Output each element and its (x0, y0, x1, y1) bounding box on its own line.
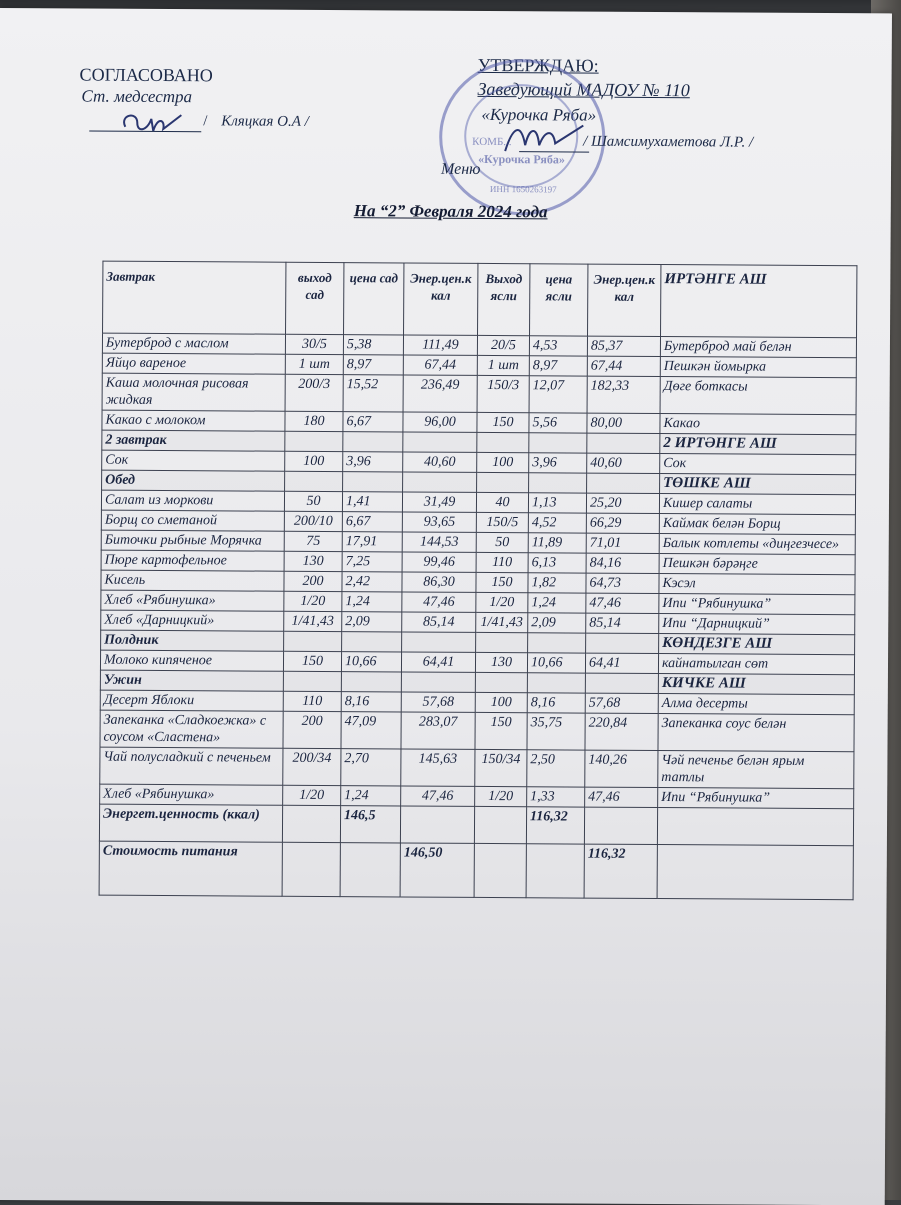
dish-name: Какао с молоком (102, 410, 285, 431)
price-sad: 6,67 (342, 512, 402, 532)
price-sad: 2,42 (342, 572, 402, 592)
cost-label: Стоимость питания (99, 841, 282, 896)
table-cell (528, 633, 586, 653)
table-cell (282, 805, 340, 842)
table-cell (657, 808, 853, 846)
signature-left-separator: / (203, 113, 208, 130)
dish-name-tatar: Кэсэл (659, 574, 855, 595)
dish-name: Десерт Яблоки (100, 690, 283, 711)
dish-name-tatar: Пешкән бәрәңге (659, 554, 855, 575)
price-sad: 1,41 (342, 492, 402, 512)
table-cell (343, 472, 403, 492)
price-sad: 8,97 (343, 355, 403, 375)
section-name-tatar: ТӨШКЕ АШ (660, 474, 856, 495)
price-sad: 5,38 (343, 335, 403, 355)
kcal-ya: 140,26 (585, 750, 658, 787)
table-row (102, 373, 856, 415)
table-header-row (103, 261, 857, 338)
dish-name-tatar: Какао (660, 414, 856, 435)
kcal-ya: 57,68 (585, 693, 658, 713)
kcal-sad: 64,41 (401, 652, 475, 672)
price-ya: 8,97 (529, 356, 587, 376)
kcal-sad: 31,49 (402, 492, 476, 512)
price-ya: 12,07 (529, 376, 587, 413)
price-ya: 4,53 (529, 336, 587, 356)
kcal-ya: 80,00 (587, 413, 660, 433)
kcal-ya: 182,33 (587, 376, 660, 413)
kcal-sad: 144,53 (402, 532, 476, 552)
price-ya: 5,56 (529, 413, 587, 433)
kcal-ya: 67,44 (587, 356, 660, 376)
price-sad: 7,25 (342, 552, 402, 572)
output-ya: 150/34 (475, 749, 527, 786)
dish-name: Бутерброд с маслом (102, 333, 285, 354)
dish-name: Каша молочная рисовая жидкая (102, 373, 285, 411)
kcal-ya: 85,14 (586, 613, 659, 633)
dish-name: Кисель (101, 570, 284, 591)
table-cell (529, 433, 587, 453)
output-sad: 200 (283, 711, 341, 748)
output-sad: 1 шт (285, 354, 343, 374)
table-row (100, 747, 854, 789)
approval-right-name: / Шамсимухаметова Л.Р. / (583, 133, 754, 151)
menu-date-title: На “2” Февраля 2024 года (353, 201, 548, 222)
table-cell (340, 843, 400, 897)
kcal-ya: 220,84 (585, 713, 658, 750)
price-sad: 3,96 (343, 452, 403, 472)
table-cell (282, 842, 340, 896)
table-cell (477, 472, 529, 492)
kcal-ya: 84,16 (586, 553, 659, 573)
kcal-sad: 93,65 (402, 512, 476, 532)
dish-name: Хлеб «Рябинушка» (101, 590, 284, 611)
section-name-tatar: 2 ИРТӘНГЕ АШ (660, 434, 856, 455)
table-row (100, 710, 854, 752)
dish-name: Чай полусладкий с печеньем (100, 747, 283, 785)
section-name: Полдник (101, 630, 284, 651)
table-cell (341, 672, 401, 692)
header-cell: цена сад (344, 263, 404, 335)
table-cell (343, 432, 403, 452)
table-cell (529, 473, 587, 493)
table-cell (526, 844, 584, 898)
kcal-sad: 47,46 (402, 592, 476, 612)
output-sad: 1/20 (284, 591, 342, 611)
dish-name: Пюре картофельное (101, 550, 284, 571)
output-sad: 180 (285, 411, 343, 431)
table-cell (475, 672, 527, 692)
kcal-ya: 25,20 (586, 493, 659, 513)
kcal-ya: 47,46 (585, 787, 658, 807)
price-ya: 1,82 (528, 573, 586, 593)
kcal-sad: 145,63 (401, 749, 475, 786)
section-name-tatar: КӨНДЕЗГЕ АШ (659, 634, 855, 655)
output-ya: 1 шт (477, 355, 529, 375)
dish-name-tatar: Каймак белән Борщ (659, 514, 855, 535)
dish-name: Борщ со сметаной (101, 510, 284, 531)
output-ya: 1/20 (475, 786, 527, 806)
cost-row (99, 841, 853, 900)
kcal-sad: 236,49 (403, 375, 477, 412)
output-sad: 200/10 (284, 511, 342, 531)
output-sad: 200/34 (283, 748, 341, 785)
table-cell (285, 471, 343, 491)
table-cell (401, 672, 475, 692)
header-cell: Энер.цен.ккал (588, 264, 661, 336)
output-sad: 110 (283, 691, 341, 711)
kcal-ya: 85,37 (587, 336, 660, 356)
energy-ya: 116,32 (526, 807, 584, 844)
signature-right-icon (499, 115, 589, 160)
cost-sad: 146,50 (400, 843, 474, 897)
price-sad: 8,16 (341, 692, 401, 712)
dish-name-tatar: Кишер салаты (659, 494, 855, 515)
dish-name-tatar: Алма десерты (658, 694, 854, 715)
price-ya: 8,16 (527, 693, 585, 713)
table-cell (403, 432, 477, 452)
price-ya: 4,52 (528, 513, 586, 533)
table-cell (586, 633, 659, 653)
price-ya: 1,33 (527, 787, 585, 807)
header-cell: Завтрак (103, 261, 286, 334)
table-cell (403, 472, 477, 492)
dish-name-tatar: Балык котлеты «диңгезчесе» (659, 534, 855, 555)
output-sad: 75 (284, 531, 342, 551)
output-ya: 150/3 (477, 375, 529, 412)
dish-name-tatar: Бутерброд май белән (660, 337, 856, 358)
price-sad: 15,52 (343, 375, 403, 412)
kcal-ya: 64,41 (585, 653, 658, 673)
output-sad: 200 (284, 571, 342, 591)
cost-ya: 116,32 (584, 844, 657, 898)
section-name: Ужин (100, 670, 283, 691)
table-cell (584, 807, 657, 844)
menu-table (99, 261, 858, 901)
dish-name-tatar: Ипи “Рябинушка” (659, 594, 855, 615)
kcal-ya: 40,60 (587, 453, 660, 473)
dish-name: Хлеб «Дарницкий» (101, 610, 284, 631)
dish-name: Сок (102, 450, 285, 471)
output-ya: 40 (476, 492, 528, 512)
kcal-sad: 86,30 (402, 572, 476, 592)
kcal-sad: 96,00 (403, 412, 477, 432)
document-page (0, 8, 892, 1205)
menu-label: Меню (440, 160, 481, 178)
table-cell (342, 632, 402, 652)
table-cell (283, 671, 341, 691)
dish-name: Яйцо вареное (102, 353, 285, 374)
kcal-sad: 40,60 (403, 452, 477, 472)
price-ya: 2,50 (527, 750, 585, 787)
dish-name-tatar: Чәй печенье белән ярым татлы (658, 751, 854, 789)
table-cell (585, 673, 658, 693)
output-ya: 150/5 (476, 512, 528, 532)
output-ya: 1/41,43 (476, 612, 528, 632)
price-sad: 6,67 (343, 412, 403, 432)
kcal-sad: 85,14 (402, 612, 476, 632)
output-sad: 1/41,43 (284, 611, 342, 631)
energy-label: Энергет.ценность (ккал) (99, 804, 282, 842)
price-ya: 35,75 (527, 713, 585, 750)
header-cell: Энер.цен.ккал (404, 263, 478, 335)
price-sad: 2,70 (341, 749, 401, 786)
energy-row (99, 804, 853, 846)
output-ya: 130 (475, 652, 527, 672)
table-cell (402, 632, 476, 652)
output-ya: 100 (477, 452, 529, 472)
output-sad: 200/3 (285, 374, 343, 411)
output-sad: 30/5 (285, 334, 343, 354)
header-cell: цена ясли (530, 264, 588, 336)
approval-right-title: УТВЕРЖДАЮ: (477, 54, 599, 76)
price-sad: 47,09 (341, 712, 401, 749)
output-ya: 150 (475, 712, 527, 749)
kcal-ya: 71,01 (586, 533, 659, 553)
section-name: 2 завтрак (102, 430, 285, 451)
price-ya: 1,24 (528, 593, 586, 613)
output-sad: 1/20 (283, 785, 341, 805)
header-cell: выход сад (286, 262, 344, 334)
dish-name-tatar: Сок (660, 454, 856, 475)
output-ya: 1/20 (476, 592, 528, 612)
output-sad: 50 (284, 491, 342, 511)
table-cell (474, 806, 526, 843)
table-cell (474, 843, 526, 897)
table-cell (476, 632, 528, 652)
kcal-sad: 99,46 (402, 552, 476, 572)
stamp-text-inn: ИНН 1650263197 (489, 183, 557, 195)
dish-name-tatar: Ипи “Дарницкий” (659, 614, 855, 635)
section-name: Обед (102, 470, 285, 491)
price-ya: 6,13 (528, 553, 586, 573)
kcal-sad: 111,49 (403, 335, 477, 355)
approval-left-name: Кляцкая О.А / (221, 113, 309, 130)
output-sad: 130 (284, 551, 342, 571)
output-ya: 50 (476, 532, 528, 552)
dish-name: Биточки рыбные Морячка (101, 530, 284, 551)
energy-sad: 146,5 (340, 806, 400, 843)
dish-name: Салат из моркови (101, 490, 284, 511)
approval-right-role: Заведующий МАДОУ № 110 (477, 78, 690, 101)
dish-name: Запеканка «Сладкоежка» с соусом «Сластена» (100, 710, 283, 748)
output-ya: 100 (475, 692, 527, 712)
kcal-sad: 47,46 (401, 786, 475, 806)
approval-right-org: «Курочка Ряба» (481, 104, 597, 125)
stamp-text-top: КОМБ... (472, 135, 512, 149)
dish-name: Хлеб «Рябинушка» (100, 784, 283, 805)
output-sad: 150 (283, 651, 341, 671)
table-cell (587, 473, 660, 493)
price-sad: 10,66 (341, 652, 401, 672)
price-sad: 1,24 (341, 786, 401, 806)
table-cell (400, 806, 474, 843)
price-ya: 1,13 (528, 493, 586, 513)
kcal-ya: 47,46 (586, 593, 659, 613)
table-cell (527, 673, 585, 693)
table-cell (284, 631, 342, 651)
section-name-tatar: КИЧКЕ АШ (658, 674, 854, 695)
output-ya: 150 (477, 412, 529, 432)
stamp-text-org: «Курочка Ряба» (478, 151, 565, 167)
header-cell: ИРТӘНГЕ АШ (661, 265, 857, 338)
table-cell (285, 431, 343, 451)
kcal-sad: 283,07 (401, 712, 475, 749)
output-ya: 110 (476, 552, 528, 572)
price-sad: 1,24 (342, 592, 402, 612)
approval-left-role: Ст. медсестра (81, 86, 193, 107)
price-sad: 17,91 (342, 532, 402, 552)
kcal-sad: 57,68 (401, 692, 475, 712)
table-cell (477, 432, 529, 452)
dish-name: Молоко кипяченое (100, 650, 283, 671)
price-ya: 2,09 (528, 613, 586, 633)
approval-left-title: СОГЛАСОВАНО (79, 64, 213, 86)
kcal-sad: 67,44 (403, 355, 477, 375)
output-ya: 150 (476, 572, 528, 592)
table-cell (587, 433, 660, 453)
kcal-ya: 64,73 (586, 573, 659, 593)
output-ya: 20/5 (477, 335, 529, 355)
table-cell (657, 845, 853, 900)
price-ya: 10,66 (527, 653, 585, 673)
price-ya: 3,96 (529, 453, 587, 473)
kcal-ya: 66,29 (586, 513, 659, 533)
price-ya: 11,89 (528, 533, 586, 553)
dish-name-tatar: Дөге боткасы (660, 377, 856, 415)
dish-name-tatar: Пешкән йомырка (660, 357, 856, 378)
dish-name-tatar: Запеканка соус белән (658, 714, 854, 752)
menu-table-body (100, 333, 857, 809)
dish-name-tatar: Ипи “Рябинушка” (658, 788, 854, 809)
header-cell: Выход ясли (478, 263, 530, 335)
price-sad: 2,09 (342, 612, 402, 632)
output-sad: 100 (285, 451, 343, 471)
dish-name-tatar: кайнатылган сөт (658, 654, 854, 675)
signature-left-icon (117, 107, 187, 137)
